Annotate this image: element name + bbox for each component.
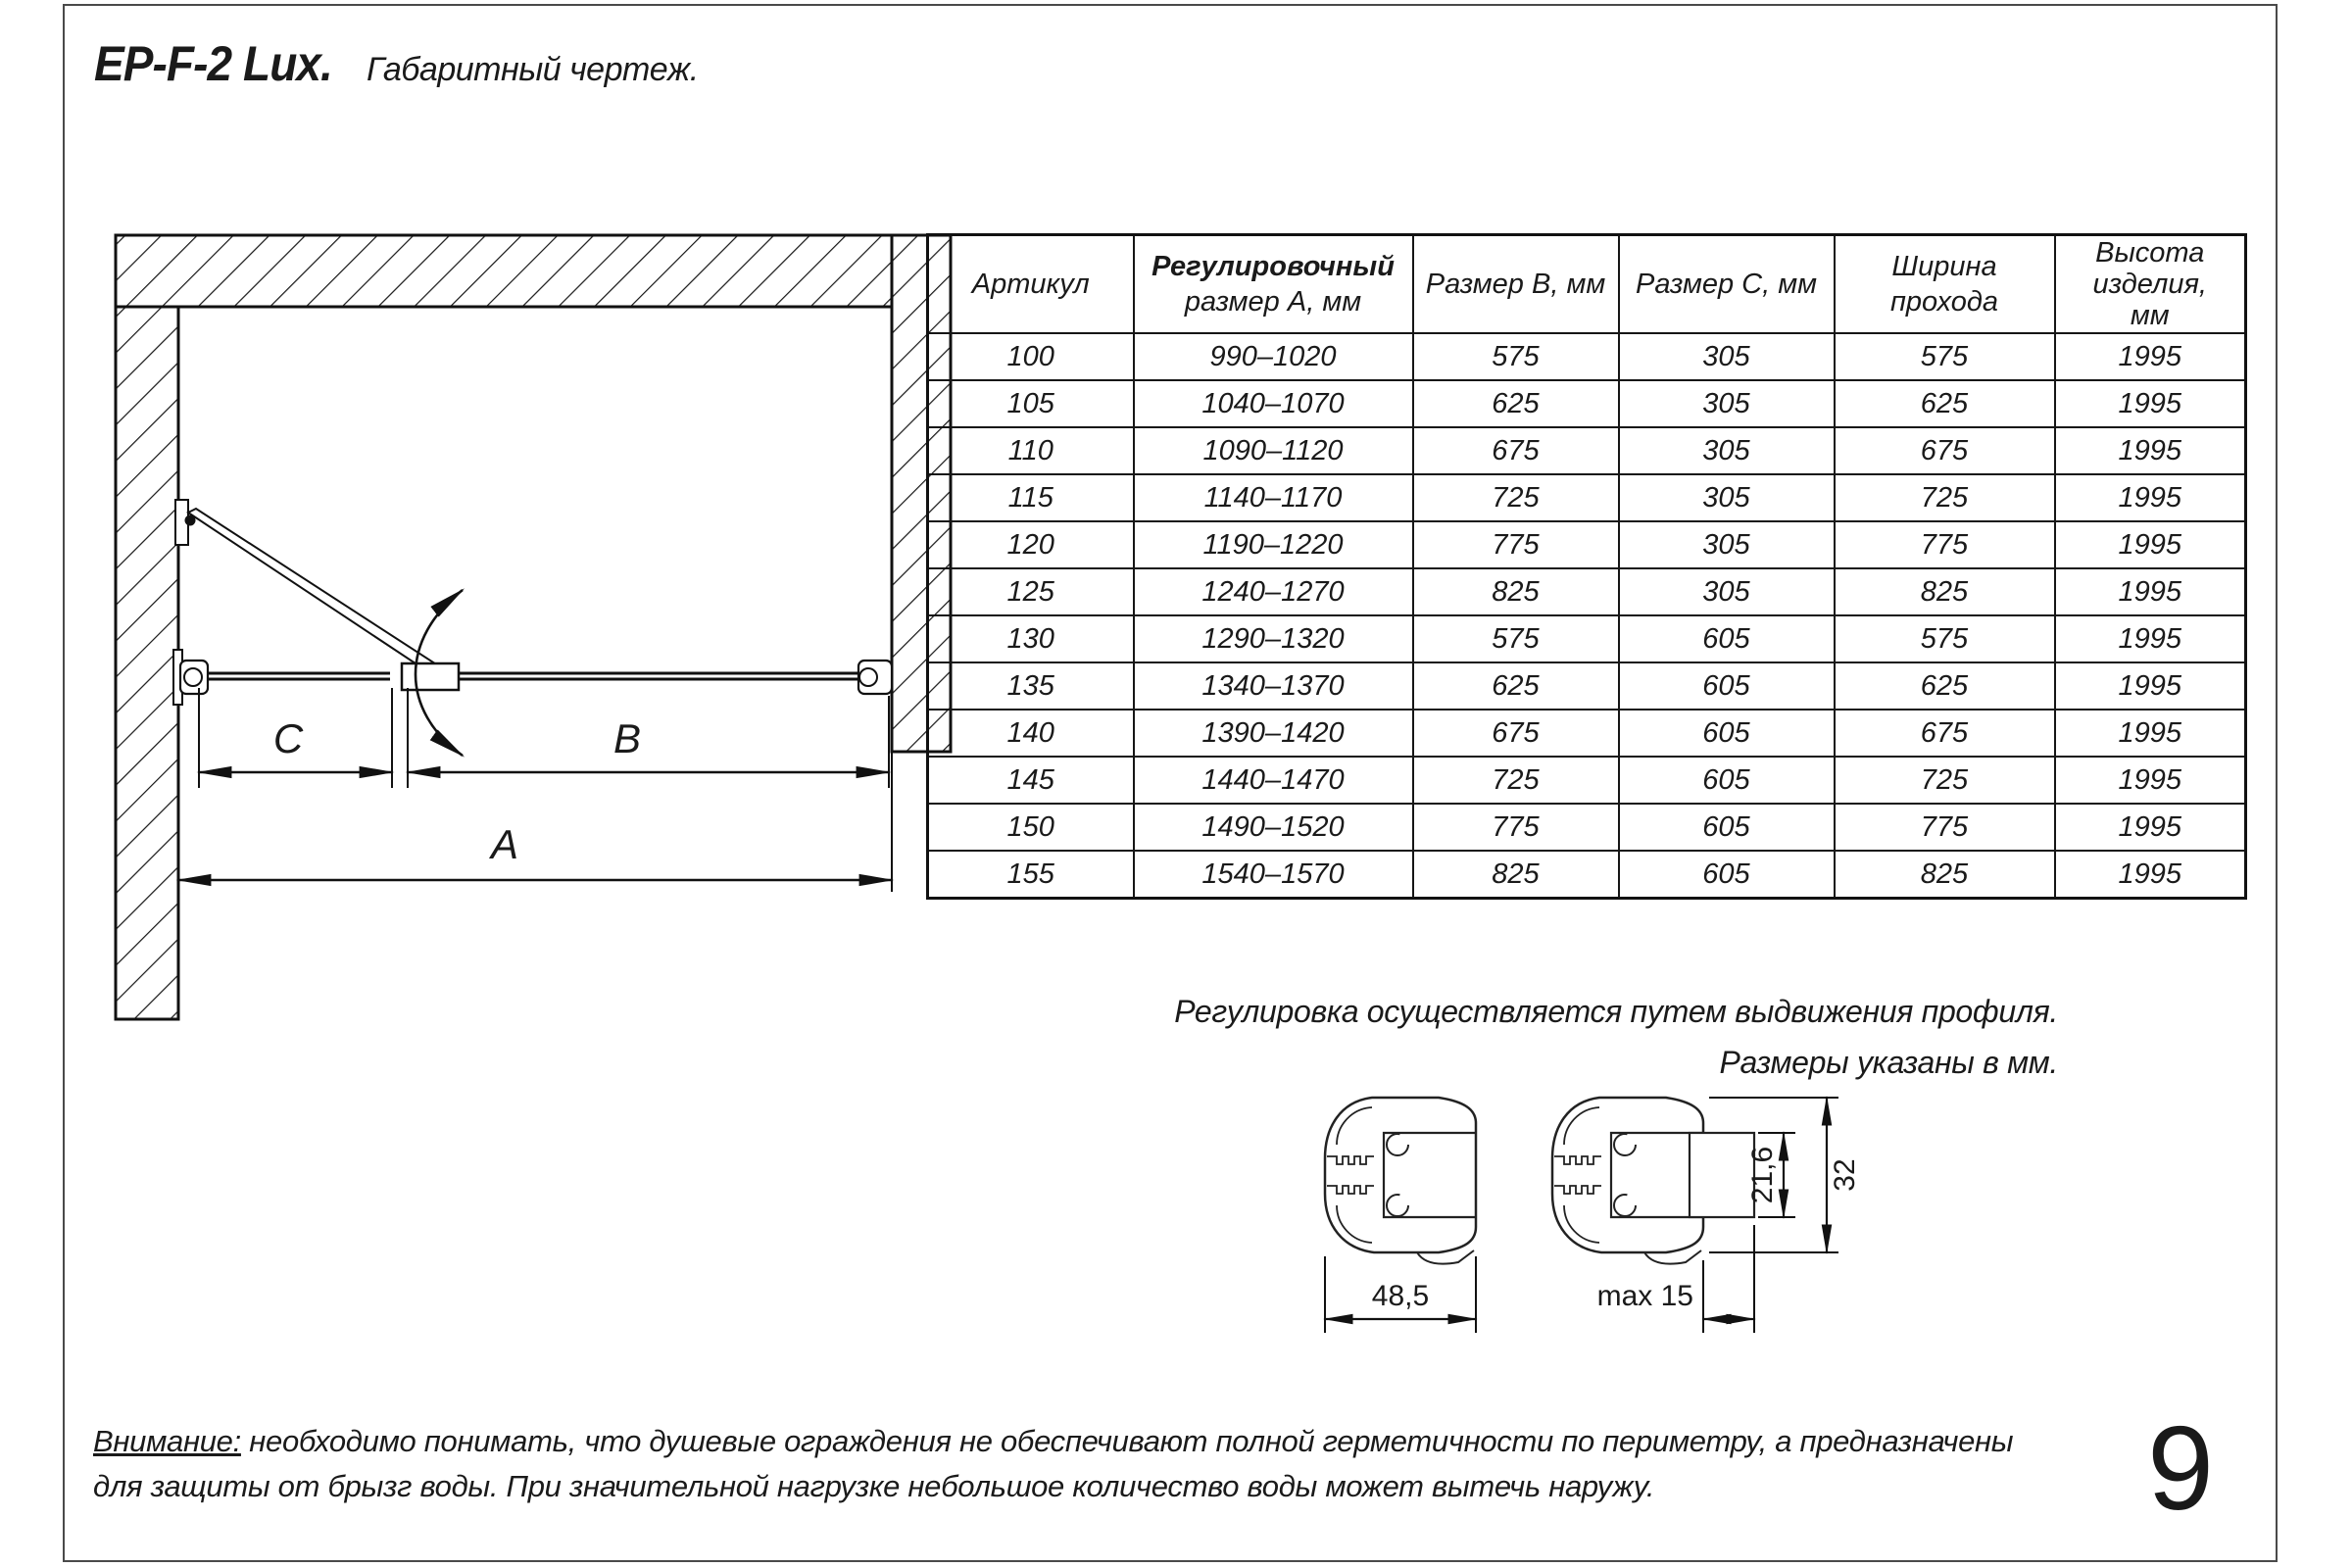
table-cell: 575: [1413, 333, 1619, 380]
table-cell: 305: [1619, 380, 1835, 427]
table-cell: 625: [1835, 662, 2055, 710]
left-wall-profile: [173, 650, 208, 705]
note-line-1: Регулировка осуществляется путем выдвижения профиля.: [1174, 994, 2058, 1029]
table-cell: 1140–1170: [1134, 474, 1413, 521]
table-cell: 825: [1413, 568, 1619, 615]
table-cell: 675: [1413, 427, 1619, 474]
table-cell: 140: [928, 710, 1134, 757]
col-adjustable-size-a: [1134, 235, 1413, 334]
warning-line-2: для защиты от брызг воды. При значительной нагрузке небольшое количество воды может вытечь наружу.: [93, 1469, 1655, 1503]
table-cell: 675: [1413, 710, 1619, 757]
table-cell: 775: [1413, 804, 1619, 851]
warning-line-1: [93, 1419, 2013, 1464]
table-row: [928, 757, 2246, 804]
table-row: [928, 521, 2246, 568]
title-caption: Габаритный чертеж.: [367, 51, 699, 88]
table-cell: 675: [1835, 427, 2055, 474]
table-cell: 120: [928, 521, 1134, 568]
table-cell: 125: [928, 568, 1134, 615]
table-row: [928, 568, 2246, 615]
wall-hatch: [116, 235, 951, 1019]
table-row: [928, 380, 2246, 427]
dimension-b: [408, 688, 889, 788]
col-adjustable-line1: Регулировочный: [1152, 251, 1395, 282]
table-cell: 775: [1835, 804, 2055, 851]
table-cell: 305: [1619, 568, 1835, 615]
page-number: 9: [2147, 1401, 2214, 1535]
table-cell: 1540–1570: [1134, 851, 1413, 899]
table-cell: 155: [928, 851, 1134, 899]
table-cell: 305: [1619, 333, 1835, 380]
table-cell: 725: [1835, 757, 2055, 804]
table-cell: 305: [1619, 474, 1835, 521]
table-row: [928, 710, 2246, 757]
table-cell: 725: [1413, 757, 1619, 804]
warning-text: [93, 1419, 2013, 1509]
table-cell: 1440–1470: [1134, 757, 1413, 804]
spec-table-wrap: [926, 233, 2247, 900]
table-cell: 1995: [2055, 615, 2246, 662]
header-row: [928, 235, 2246, 334]
table-cell: 1995: [2055, 427, 2246, 474]
table-cell: 110: [928, 427, 1134, 474]
table-cell: 605: [1619, 757, 1835, 804]
table-cell: 130: [928, 615, 1134, 662]
col-size-b: Размер B, мм: [1413, 235, 1619, 334]
table-cell: 1390–1420: [1134, 710, 1413, 757]
table-cell: 605: [1619, 710, 1835, 757]
table-cell: 305: [1619, 521, 1835, 568]
table-row: [928, 427, 2246, 474]
table-cell: 825: [1835, 568, 2055, 615]
col-adjustable-line2: размер A, мм: [1184, 286, 1362, 318]
table-cell: 625: [1413, 662, 1619, 710]
dim-b-label: B: [612, 715, 642, 761]
profile-section-extended: [1552, 1098, 1861, 1333]
table-cell: 135: [928, 662, 1134, 710]
table-cell: 825: [1835, 851, 2055, 899]
table-cell: 775: [1413, 521, 1619, 568]
table-cell: 1995: [2055, 804, 2246, 851]
col-size-c: Размер C, мм: [1619, 235, 1835, 334]
profile-sections-drawing: [1294, 1078, 2078, 1401]
table-cell: 1040–1070: [1134, 380, 1413, 427]
page-title: [94, 35, 699, 92]
table-cell: 1995: [2055, 333, 2246, 380]
table-cell: 1490–1520: [1134, 804, 1413, 851]
table-cell: 1995: [2055, 710, 2246, 757]
table-cell: 990–1020: [1134, 333, 1413, 380]
dim-a-label: A: [490, 821, 519, 867]
table-cell: 1190–1220: [1134, 521, 1413, 568]
table-cell: 575: [1835, 333, 2055, 380]
table-cell: 1995: [2055, 662, 2246, 710]
col-product-height: Высота изделия, мм: [2055, 235, 2246, 334]
col-article: Артикул: [928, 235, 1134, 334]
extended-insert: [1690, 1133, 1754, 1217]
table-cell: 150: [928, 804, 1134, 851]
table-cell: 145: [928, 757, 1134, 804]
table-row: [928, 662, 2246, 710]
dimension-c: [199, 688, 392, 788]
dim-c-label: C: [272, 715, 304, 761]
table-cell: 1090–1120: [1134, 427, 1413, 474]
table-cell: 1340–1370: [1134, 662, 1413, 710]
model-name: EP-F-2 Lux.: [94, 36, 332, 91]
adjustment-notes: [980, 986, 2058, 1088]
table-cell: 1995: [2055, 474, 2246, 521]
table-cell: 1240–1270: [1134, 568, 1413, 615]
table-cell: 605: [1619, 662, 1835, 710]
table-cell: 1995: [2055, 757, 2246, 804]
table-cell: 605: [1619, 804, 1835, 851]
profile-section-closed: [1325, 1098, 1476, 1333]
note-line-2: Размеры указаны в мм.: [1719, 1045, 2058, 1080]
table-row: [928, 474, 2246, 521]
plan-view-drawing: [78, 137, 960, 1068]
table-cell: 605: [1619, 851, 1835, 899]
table-row: [928, 333, 2246, 380]
table-row: [928, 851, 2246, 899]
table-cell: 575: [1413, 615, 1619, 662]
table-cell: 115: [928, 474, 1134, 521]
fixed-glass-panel: [188, 673, 390, 679]
warning-line-1-rest: необходимо понимать, что душевые ограждения не обеспечивают полной герметичности по периметру, а предназначены: [240, 1424, 2014, 1458]
table-cell: 725: [1413, 474, 1619, 521]
table-cell: 775: [1835, 521, 2055, 568]
table-cell: 625: [1835, 380, 2055, 427]
warning-label: Внимание:: [93, 1424, 241, 1458]
profile-outer-height-label: 32: [1829, 1158, 1861, 1192]
col-passage-width: Ширина прохода: [1835, 235, 2055, 334]
profile-width-label: 48,5: [1371, 1280, 1430, 1312]
table-cell: 625: [1413, 380, 1619, 427]
table-cell: 1995: [2055, 380, 2246, 427]
table-cell: 725: [1835, 474, 2055, 521]
spec-table: [926, 233, 2247, 900]
table-cell: 105: [928, 380, 1134, 427]
hinge-block: [402, 663, 459, 690]
table-row: [928, 615, 2246, 662]
profile-max-offset-label: max 15: [1596, 1280, 1693, 1312]
table-row: [928, 804, 2246, 851]
table-cell: 825: [1413, 851, 1619, 899]
table-cell: 1995: [2055, 521, 2246, 568]
dimension-a: [178, 821, 892, 880]
table-cell: 305: [1619, 427, 1835, 474]
table-cell: 605: [1619, 615, 1835, 662]
table-cell: 1290–1320: [1134, 615, 1413, 662]
table-cell: 1995: [2055, 851, 2246, 899]
table-cell: 1995: [2055, 568, 2246, 615]
table-cell: 100: [928, 333, 1134, 380]
profile-inner-height-label: 21,6: [1746, 1146, 1779, 1204]
door-glass-panel: [404, 673, 862, 679]
table-cell: 675: [1835, 710, 2055, 757]
table-cell: 575: [1835, 615, 2055, 662]
right-wall-profile: [858, 661, 892, 694]
